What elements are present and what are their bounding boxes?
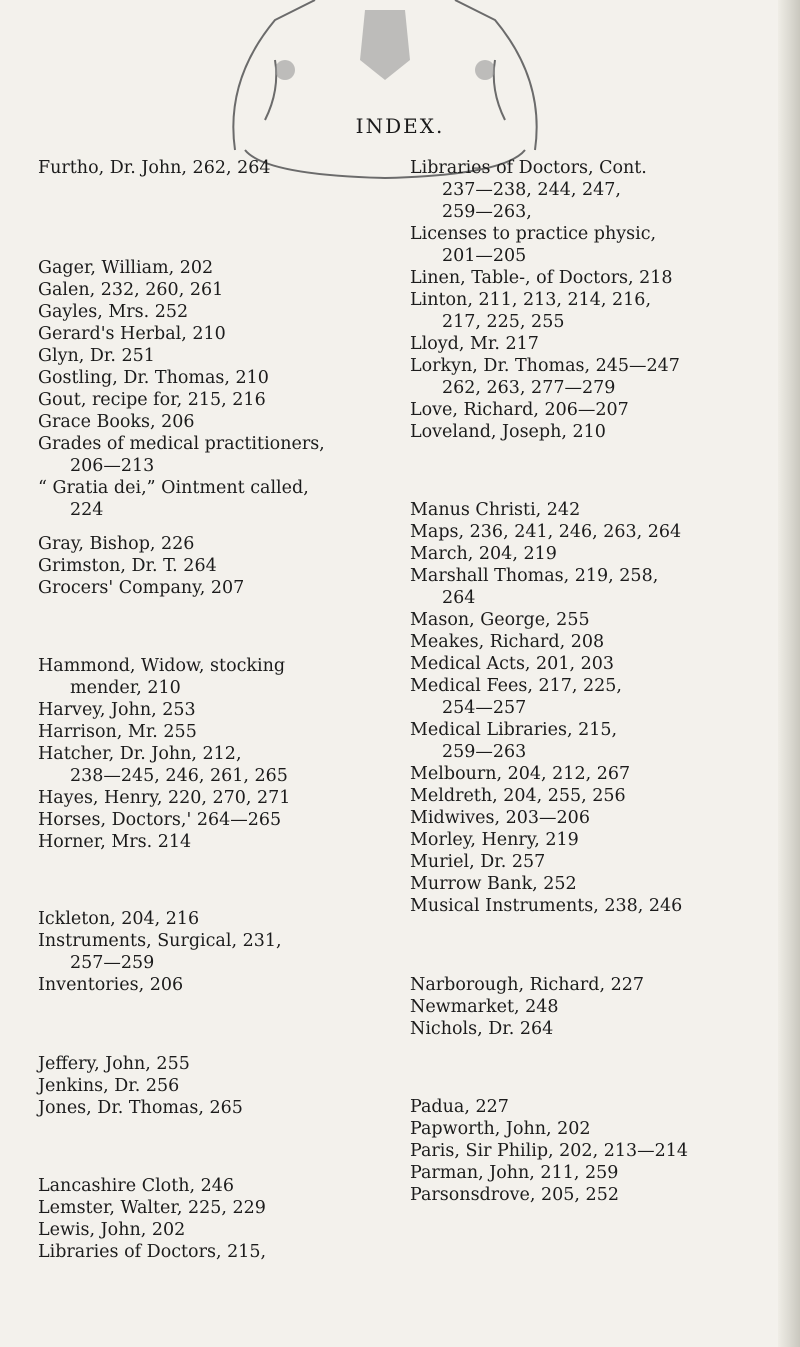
index-entry-heading: Parsonsdrove, 205, 252 <box>410 1185 619 1205</box>
index-entry-heading: Marshall Thomas, 219, 258, <box>410 566 659 586</box>
index-entry-heading: Medical Libraries, 215, <box>410 720 618 740</box>
index-entry <box>410 355 800 399</box>
index-entry <box>38 743 428 787</box>
index-entry-continuation: mender, 210 <box>70 678 181 698</box>
index-entry-continuation: 238—245, 246, 261, 265 <box>70 766 288 786</box>
index-entry-heading: Glyn, Dr. 251 <box>38 346 155 366</box>
index-entry <box>38 908 428 930</box>
index-entry-heading: Love, Richard, 206—207 <box>410 400 629 420</box>
index-entry <box>38 831 428 853</box>
index-entry-heading: Gout, recipe for, 215, 216 <box>38 390 266 410</box>
index-entry-heading: Musical Instruments, 238, 246 <box>410 896 683 916</box>
index-entry-heading: Grace Books, 206 <box>38 412 195 432</box>
index-entry-heading: Gray, Bishop, 226 <box>38 534 195 554</box>
index-entry <box>38 1053 428 1075</box>
index-entry <box>38 157 428 179</box>
index-entry <box>410 763 800 785</box>
index-entry-heading: Ickleton, 204, 216 <box>38 909 200 929</box>
index-entry <box>38 721 428 743</box>
index-entry <box>410 719 800 763</box>
index-entry-heading: Licenses to practice physic, <box>410 224 657 244</box>
index-entry <box>410 223 800 267</box>
index-entry-heading: Lemster, Walter, 225, 229 <box>38 1198 266 1218</box>
index-entry-heading: Meldreth, 204, 255, 256 <box>410 786 626 806</box>
index-entry-continuation: 264 <box>442 588 476 608</box>
index-entry-heading: Medical Fees, 217, 225, <box>410 676 622 696</box>
index-entry <box>410 785 800 807</box>
index-entry-heading: Grimston, Dr. T. 264 <box>38 556 217 576</box>
index-entry-continuation: 262, 263, 277—279 <box>442 378 616 398</box>
index-entry-heading: Melbourn, 204, 212, 267 <box>410 764 631 784</box>
index-entry <box>38 1197 428 1219</box>
index-entry <box>410 974 800 996</box>
index-entry-heading: Gerard's Herbal, 210 <box>38 324 226 344</box>
index-entry-heading: Maps, 236, 241, 246, 263, 264 <box>410 522 682 542</box>
index-entry-heading: Midwives, 203—206 <box>410 808 590 828</box>
index-entry-heading: Lloyd, Mr. 217 <box>410 334 539 354</box>
index-entry <box>410 565 800 609</box>
index-entry-heading: Parman, John, 211, 259 <box>410 1163 619 1183</box>
index-entry-heading: Narborough, Richard, 227 <box>410 975 644 995</box>
index-entry <box>410 543 800 565</box>
index-entry-continuation: 224 <box>70 500 104 520</box>
index-entry <box>410 1184 800 1206</box>
index-entry <box>410 289 800 333</box>
index-entry-continuation: 259—263, <box>442 202 532 222</box>
index-entry-heading: Loveland, Joseph, 210 <box>410 422 606 442</box>
index-entry <box>38 345 428 367</box>
index-entry-heading: Harrison, Mr. 255 <box>38 722 197 742</box>
index-entry-heading: Hayes, Henry, 220, 270, 271 <box>38 788 291 808</box>
index-entry <box>410 521 800 543</box>
index-entry-heading: Hatcher, Dr. John, 212, <box>38 744 242 764</box>
index-entry-heading: Hammond, Widow, stocking <box>38 656 286 676</box>
index-entry <box>38 1175 428 1197</box>
index-entry-heading: Lewis, John, 202 <box>38 1220 186 1240</box>
index-entry-continuation: 237—238, 244, 247, <box>442 180 621 200</box>
index-entry <box>38 389 428 411</box>
index-entry-heading: Muriel, Dr. 257 <box>410 852 546 872</box>
index-entry <box>38 301 428 323</box>
index-entry-heading: Murrow Bank, 252 <box>410 874 577 894</box>
index-entry-heading: Lorkyn, Dr. Thomas, 245—247 <box>410 356 680 376</box>
index-entry-heading: Horner, Mrs. 214 <box>38 832 192 852</box>
index-entry-continuation: 259—263 <box>442 742 527 762</box>
index-entry <box>410 333 800 355</box>
index-entry-heading: Jones, Dr. Thomas, 265 <box>38 1098 243 1118</box>
index-entry-heading: Furtho, Dr. John, 262, 264 <box>38 158 271 178</box>
index-entry <box>410 1118 800 1140</box>
index-entry <box>38 477 428 521</box>
index-entry <box>38 577 428 599</box>
index-entry <box>38 555 428 577</box>
index-entry-heading: Gostling, Dr. Thomas, 210 <box>38 368 269 388</box>
index-entry-heading: Instruments, Surgical, 231, <box>38 931 282 951</box>
index-entry <box>38 323 428 345</box>
index-entry <box>38 974 428 996</box>
index-entry-heading: Medical Acts, 201, 203 <box>410 654 614 674</box>
index-entry-continuation: 206—213 <box>70 456 155 476</box>
index-entry-heading: Manus Christi, 242 <box>410 500 581 520</box>
index-entry-heading: Linen, Table-, of Doctors, 218 <box>410 268 673 288</box>
index-entry-heading: Papworth, John, 202 <box>410 1119 591 1139</box>
index-entry <box>410 421 800 443</box>
index-entry <box>410 157 800 223</box>
index-entry-heading: March, 204, 219 <box>410 544 557 564</box>
index-entry <box>410 895 800 917</box>
index-entry-heading: Grades of medical practitioners, <box>38 434 325 454</box>
index-entry <box>38 1219 428 1241</box>
index-entry <box>410 1162 800 1184</box>
index-entry-heading: Newmarket, 248 <box>410 997 559 1017</box>
index-entry <box>410 1096 800 1118</box>
index-entry-heading: Linton, 211, 213, 214, 216, <box>410 290 652 310</box>
index-entry <box>38 655 428 699</box>
index-entry-heading: “ Gratia dei,” Ointment called, <box>38 478 309 498</box>
index-entry <box>38 433 428 477</box>
index-entry-heading: Gayles, Mrs. 252 <box>38 302 189 322</box>
index-entry-heading: Libraries of Doctors, Cont. <box>410 158 647 178</box>
index-entry <box>38 1097 428 1119</box>
index-entry <box>38 367 428 389</box>
index-entry-continuation: 257—259 <box>70 953 155 973</box>
index-entry-heading: Galen, 232, 260, 261 <box>38 280 224 300</box>
index-entry <box>410 499 800 521</box>
index-entry-heading: Harvey, John, 253 <box>38 700 196 720</box>
index-entry-heading: Jeffery, John, 255 <box>38 1054 190 1074</box>
index-entry <box>410 1140 800 1162</box>
index-entry <box>38 1241 428 1263</box>
index-entry <box>38 699 428 721</box>
index-entry <box>38 787 428 809</box>
index-entry <box>410 996 800 1018</box>
index-entry <box>410 631 800 653</box>
index-entry-heading: Jenkins, Dr. 256 <box>38 1076 180 1096</box>
index-entry-heading: Padua, 227 <box>410 1097 509 1117</box>
index-entry <box>38 411 428 433</box>
index-entry <box>38 533 428 555</box>
index-entry-continuation: 217, 225, 255 <box>442 312 565 332</box>
index-entry <box>410 399 800 421</box>
index-entry <box>410 609 800 631</box>
index-entry <box>410 1018 800 1040</box>
index-entry <box>38 930 428 974</box>
index-entry-continuation: 254—257 <box>442 698 527 718</box>
index-entry <box>410 267 800 289</box>
index-heading: INDEX. <box>355 114 445 138</box>
index-entry-continuation: 201—205 <box>442 246 527 266</box>
index-entry-heading: Morley, Henry, 219 <box>410 830 579 850</box>
index-entry-heading: Gager, William, 202 <box>38 258 214 278</box>
index-entry-heading: Inventories, 206 <box>38 975 184 995</box>
index-entry <box>410 851 800 873</box>
index-entry-heading: Nichols, Dr. 264 <box>410 1019 554 1039</box>
index-entry <box>410 675 800 719</box>
index-entry <box>38 257 428 279</box>
index-entry-heading: Meakes, Richard, 208 <box>410 632 605 652</box>
index-entry-heading: Lancashire Cloth, 246 <box>38 1176 235 1196</box>
index-entry <box>38 279 428 301</box>
index-entry <box>38 809 428 831</box>
index-entry-heading: Paris, Sir Philip, 202, 213—214 <box>410 1141 689 1161</box>
index-entry <box>410 829 800 851</box>
index-entry-heading: Mason, George, 255 <box>410 610 590 630</box>
index-entry <box>410 653 800 675</box>
index-entry-heading: Libraries of Doctors, 215, <box>38 1242 267 1262</box>
index-entry-heading: Grocers' Company, 207 <box>38 578 245 598</box>
index-entry <box>38 1075 428 1097</box>
index-entry <box>410 873 800 895</box>
index-entry-heading: Horses, Doctors,' 264—265 <box>38 810 282 830</box>
index-entry <box>410 807 800 829</box>
